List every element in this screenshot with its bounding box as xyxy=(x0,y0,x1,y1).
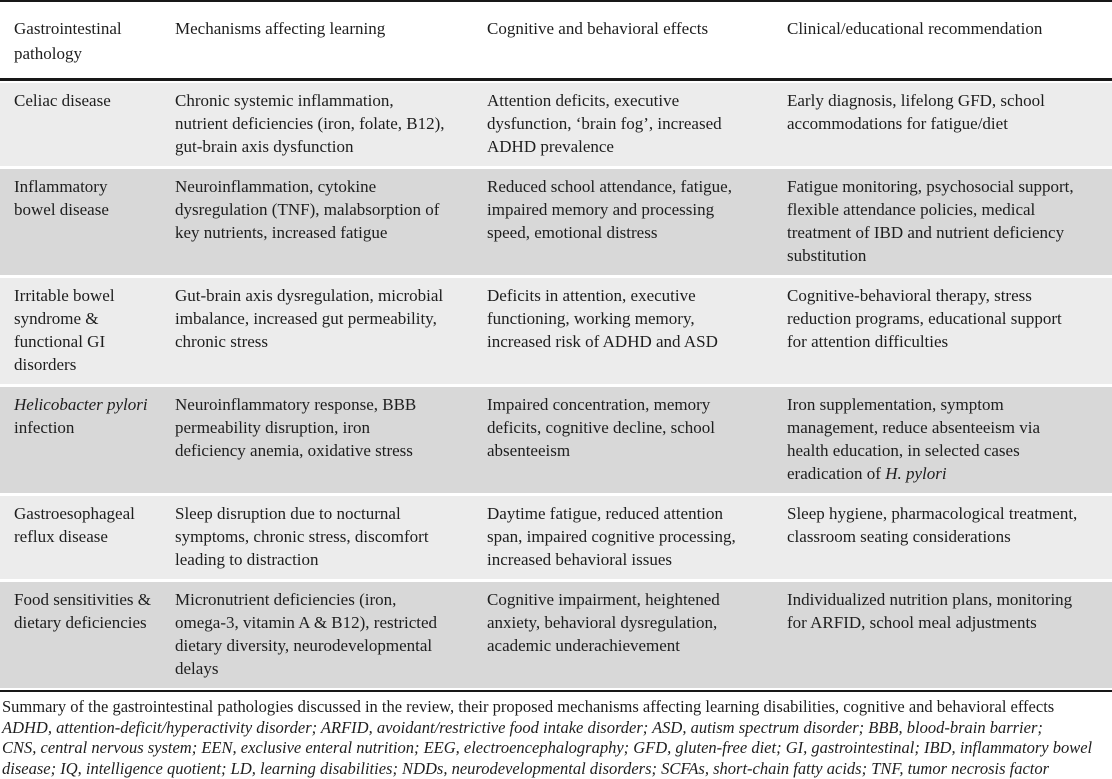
cell-pathology: Inflammatory bowel disease xyxy=(0,169,161,229)
column-header-clinical: Clinical/educational recommendation xyxy=(773,12,1112,47)
cell-mechanisms: Sleep disruption due to nocturnal symptoms, chronic stress, discomfort leading to distraction xyxy=(161,496,473,579)
table-row-food-sensitivities xyxy=(0,582,1112,688)
cell-mechanisms: Neuroinflammation, cytokine dysregulation (TNF), malabsorption of key nutrients, increased fatigue xyxy=(161,169,473,252)
cell-pathology: Gastroesophageal reflux disease xyxy=(0,496,161,556)
pathology-species-name: Helicobacter pylori xyxy=(14,395,148,414)
cell-cognitive: Attention deficits, executive dysfunction, ‘brain fog’, increased ADHD prevalence xyxy=(473,83,773,166)
table-row-inflammatory-bowel-disease xyxy=(0,169,1112,275)
abbreviations-line: CNS, central nervous system; EEN, exclusive enteral nutrition; EEG, electroencephalography; GFD, gluten-free diet; GI, gastrointestinal; IBD, inflammatory bowel xyxy=(2,738,1110,759)
cell-cognitive: Reduced school attendance, fatigue, impaired memory and processing speed, emotional distress xyxy=(473,169,773,252)
table-body xyxy=(0,83,1112,688)
abbreviations-line: disease; IQ, intelligence quotient; LD, learning disabilities; NDDs, neurodevelopmental disorders; SCFAs, short-chain fatty acids; TNF, tumor necrosis factor xyxy=(2,759,1110,779)
cell-pathology: Irritable bowel syndrome & functional GI disorders xyxy=(0,278,161,384)
pathology-rest: infection xyxy=(14,418,74,437)
cell-clinical: Fatigue monitoring, psychosocial support, flexible attendance policies, medical treatment of IBD and nutrient deficiency substitution xyxy=(773,169,1112,275)
table-header-row xyxy=(0,2,1112,78)
cell-mechanisms: Neuroinflammatory response, BBB permeability disruption, iron deficiency anemia, oxidative stress xyxy=(161,387,473,470)
cell-pathology: Food sensitivities & dietary deficiencies xyxy=(0,582,161,642)
table-row-celiac-disease xyxy=(0,83,1112,166)
caption-summary: Summary of the gastrointestinal pathologies discussed in the review, their proposed mechanisms affecting learning disabilities, cognitive and behavioral effects xyxy=(2,697,1110,718)
table-row-irritable-bowel-syndrome xyxy=(0,278,1112,384)
table-bottom-rule xyxy=(0,690,1112,692)
table-row-helicobacter-pylori-infection xyxy=(0,387,1112,493)
cell-mechanisms: Micronutrient deficiencies (iron, omega-3, vitamin A & B12), restricted dietary diversity, neurodevelopmental delays xyxy=(161,582,473,688)
column-header-cognitive: Cognitive and behavioral effects xyxy=(473,12,773,47)
cell-cognitive: Impaired concentration, memory deficits, cognitive decline, school absenteeism xyxy=(473,387,773,470)
cell-mechanisms: Gut-brain axis dysregulation, microbial imbalance, increased gut permeability, chronic stress xyxy=(161,278,473,361)
clinical-species-name: H. pylori xyxy=(885,464,946,483)
header-separator-rule xyxy=(0,78,1112,81)
cell-cognitive: Deficits in attention, executive functioning, working memory, increased risk of ADHD and ASD xyxy=(473,278,773,361)
cell-pathology: Celiac disease xyxy=(0,83,161,120)
clinical-text: Iron supplementation, symptom management, reduce absenteeism via health education, in selected cases eradication of xyxy=(787,395,1040,483)
column-header-pathology: Gastrointestinal pathology xyxy=(0,12,161,72)
table-caption xyxy=(0,695,1112,779)
cell-cognitive: Cognitive impairment, heightened anxiety, behavioral dysregulation, academic underachievement xyxy=(473,582,773,665)
cell-clinical: Cognitive-behavioral therapy, stress reduction programs, educational support for attention difficulties xyxy=(773,278,1112,361)
table-row-gastroesophageal-reflux-disease xyxy=(0,496,1112,579)
abbreviations-line: ADHD, attention-deficit/hyperactivity disorder; ARFID, avoidant/restrictive food intake disorder; ASD, autism spectrum disorder; BBB, blood-brain barrier; xyxy=(2,718,1110,739)
cell-clinical xyxy=(773,387,1112,493)
cell-cognitive: Daytime fatigue, reduced attention span, impaired cognitive processing, increased behavioral issues xyxy=(473,496,773,579)
cell-clinical: Sleep hygiene, pharmacological treatment, classroom seating considerations xyxy=(773,496,1112,556)
cell-pathology xyxy=(0,387,161,447)
column-header-mechanisms: Mechanisms affecting learning xyxy=(161,12,473,47)
cell-mechanisms: Chronic systemic inflammation, nutrient deficiencies (iron, folate, B12), gut-brain axis dysfunction xyxy=(161,83,473,166)
cell-clinical: Individualized nutrition plans, monitoring for ARFID, school meal adjustments xyxy=(773,582,1112,642)
cell-clinical: Early diagnosis, lifelong GFD, school accommodations for fatigue/diet xyxy=(773,83,1112,143)
